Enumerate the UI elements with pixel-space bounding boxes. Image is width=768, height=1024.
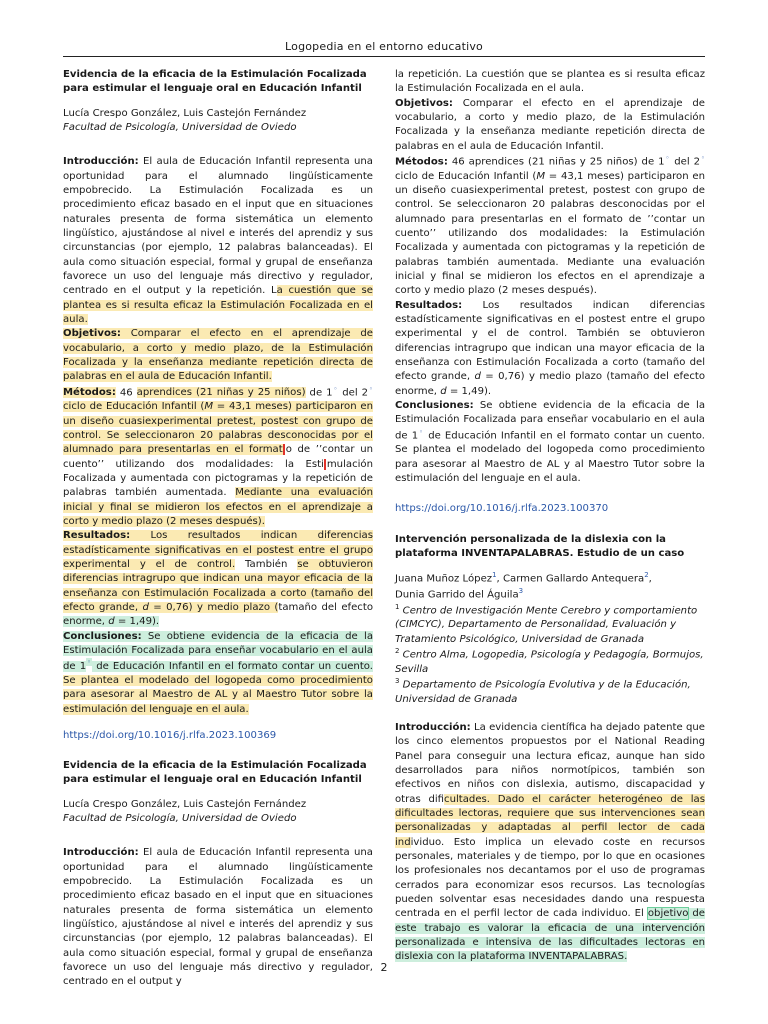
section-label: Resultados: (395, 299, 463, 311)
degree-sign: ◦ (664, 153, 671, 162)
section-label: Conclusiones: (63, 630, 142, 642)
abstract-results: Resultados: Los resultados indican diferencias estadísticamente significativas en el postest entre el grupo experimental y el de control. También se obtuvieron diferencias intragrupo que indican una mayor eficacia de la enseñanza con Estimulación Focalizada a corto (tamaño del efecto grande, d = 0,76) y medio plazo (tamaño del efecto enorme, d = 1,49). (63, 530, 374, 628)
article-authors: Juana Muñoz López$^1$, Carmen Gallardo Antequera$^2$, Dunia Garrido del Águila$^3$ (395, 571, 652, 601)
article-authors: Lucía Crespo González, Luis Castejón Fernández (63, 107, 307, 119)
abstract-conclusions: Conclusiones: Se obtiene evidencia de la eficacia de la Estimulación Focalizada para enseñar vocabulario en el aula de 1◦ de Educación Infantil en el formato contar un cuento. Se plantea el modelado del logopeda como procedimiento para asesorar al Maestro de AL y al Maestro Tutor sobre la estimulación del lenguaje en el aula. (395, 399, 705, 484)
highlight: Los resultados indican diferencias estadísticamente significativas en el postest entre el grupo experimental y el de control. (63, 530, 373, 570)
left-column (63, 68, 373, 990)
annotation-mark: mulación Focalizada y aumentada con pictogramas y la repetición de palabras también aumentada. (63, 458, 373, 499)
abstract-introduction: Introducción: La evidencia científica ha dejado patente que los cinco elementos propuestos por el National Reading Panel para conseguir una lectura eficaz, aunque han sido desarrollados para niños normotípicos, también son efectivos en niños con dislexia, autismo, discapacidad y otras dificultades. Dado el carácter heterogéneo de las dificultades lectoras, requiere que sus intervenciones sean personalizadas y adaptadas al perfil lector de cada individuo. Esto implica un elevado coste en recursos personales, materiales y de tiempo, por lo que en ocasiones los profesionales nos decantamos por el uso de programas cerrados para economizar esos recursos. Las tecnologías pueden solventar esas necesidades dando una respuesta centrada en el perfil lector de cada individuo. El objetivo de este trabajo es valorar la eficacia de una intervención personalizada e intensiva de las dificultades lectoras en dislexia con la plataforma INVENTAPALABRAS. (395, 721, 706, 963)
article-title: Intervención personalizada de la dislexia con la plataforma INVENTAPALABRAS. Estudio de un caso (395, 533, 685, 559)
section-label: Métodos: (395, 156, 448, 168)
article-authors: Lucía Crespo González, Luis Castejón Fernández (63, 798, 307, 810)
article-title: Evidencia de la eficacia de la Estimulación Focalizada para estimular el lenguaje oral en Educación Infantil (63, 69, 367, 95)
abstract-methods: Métodos: 46 aprendices (21 niñas y 25 niños) de 1◦ del 2◦ ciclo de Educación Infantil (M = 43,1 meses) participaron en un diseño cuasiexperimental pretest, postest con grupo de control. Se seleccionaron 20 palabras desconocidas por el alumnado para presentarlas en el formato de ’’contar un cuento’’ utilizando dos modalidades: la Estimulación Focalizada y aumentada con pictogramas y la repetición de palabras también aumentada. Mediante una evaluación inicial y final se midieron los efectos en el aprendizaje a corto y medio plazo (2 meses después). (395, 153, 705, 297)
article-title: Evidencia de la eficacia de la Estimulación Focalizada para estimular el lenguaje oral en Educación Infantil (63, 760, 367, 786)
abstract-objectives (63, 327, 373, 384)
highlight: de este trabajo es valorar la eficacia de una intervención personalizada e intensiva de las dificultades lectoras en dislexia con la plataforma INVENTAPALABRAS. (395, 908, 706, 963)
page-number: 2 (380, 961, 388, 974)
highlight: cultades. Dado el carácter heterogéneo de las dificultades lectoras, requiere que sus intervenciones sean personalizadas y adaptadas al perfil lector de cada ind (395, 793, 705, 848)
section-label: Resultados: (63, 530, 131, 542)
highlight: ciclo de Educación Infantil (M = 43,1 meses) participaron en un diseño cuasiexperimental pretest, postest con grupo de control. Se seleccionaron 20 palabras desconocidas por el alumnado para presentarlas en el format (63, 401, 373, 456)
degree-sign: ◦ (368, 384, 373, 393)
article-affiliation: Facultad de Psicología, Universidad de Oviedo (63, 813, 297, 825)
highlight: enorme, (63, 616, 109, 628)
highlight: Se obtiene evidencia de la eficacia de la Estimulación Focalizada para enseñar vocabulario en el aula de 1 (63, 630, 373, 672)
highlight: = 1,49). (114, 616, 160, 628)
highlight: Se plantea el modelado del logopeda como procedimiento para asesorar al Maestro de AL y al Maestro Tutor sobre la estimulación del lenguaje en el aula. (63, 674, 373, 715)
running-head: Logopedia en el entorno educativo (285, 40, 483, 53)
degree-sign: ◦ (418, 427, 425, 436)
affiliation-list (395, 603, 705, 707)
abstract-objectives: Objetivos: Comparar el efecto en el aprendizaje de vocabulario, a corto y medio plazo, de la Estimulación Focalizada y la enseñanza mediante repetición directa de palabras en el aula de Educación Infantil. (395, 97, 705, 152)
affiliation-item: $^3$ Departamento de Psicología Evolutiva y de la Educación, Universidad de Granada (395, 676, 691, 705)
highlight: se obtuvieron diferencias intragrupo que indican una mayor eficacia de la enseñanza con Estimulación Focalizada a corto (tamaño del efecto grande, (63, 558, 374, 613)
section-label: Introducción: (63, 156, 139, 168)
header-rule (63, 56, 705, 57)
doi-link[interactable]: https://doi.org/10.1016/j.rlfa.2023.100370 (395, 503, 609, 515)
highlight: objetivo (647, 908, 689, 920)
annotation-mark: o de ’’contar un cuento’’ utilizando dos modalidades: la Esti (63, 444, 374, 470)
highlight: de Educación Infantil en el formato contar un cuento. (92, 660, 373, 672)
highlight: Mediante una evaluación inicial y final se midieron los efectos en el aprendizaje a corto y medio plazo (2 meses después). (63, 487, 373, 527)
abstract-introduction-continued: la repetición. La cuestión que se plantea es si resulta eficaz la Estimulación Focalizada en el aula. (395, 69, 705, 95)
abstract-results: Resultados: Los resultados indican diferencias estadísticamente significativas en el postest entre el grupo experimental y el de control. También se obtuvieron diferencias intragrupo que indican una mayor eficacia de la enseñanza con Estimulación Focalizada a corto (tamaño del efecto grande, d = 0,76) y medio plazo (tamaño del efecto enorme, d = 1,49). (395, 299, 705, 397)
section-label: Métodos: (63, 386, 116, 398)
abstract-conclusions (63, 630, 373, 717)
abstract-introduction: Introducción: El aula de Educación Infantil representa una oportunidad para el alumnado lingüísticamente empobrecido. La Estimulación Focalizada es un procedimiento eficaz basado en el input que en situaciones naturales presenta de forma sistemática un elemento lingüístico, ajustándose al nivel e interés del aprendiz y sus circunstancias (por ejemplo, 12 palabras balanceadas). El aula como situación especial, formal y grupal de enseñanza favorece un uso del lenguaje más directivo y regulador, centrado en el output y la repetición. La cuestión que se plantea es si resulta eficaz la Estimulación Focalizada en el aula. (63, 156, 373, 325)
highlight: Comparar el efecto en el aprendizaje de vocabulario, a corto y medio plazo, de la Estimulación Focalizada y la enseñanza mediante repetición directa de palabras en el aula de Educación Infantil. (63, 328, 373, 383)
affiliation-item: $^2$ Centro Alma, Logopedia, Psicología y Pedagogía, Bormujos, Sevilla (395, 646, 704, 675)
affiliation-item: $^1$ Centro de Investigación Mente Cerebro y comportamiento (CIMCYC), Departamento de Personalidad, Evaluación y Tratamiento Psicológico, Universidad de Granada (395, 602, 698, 645)
degree-sign: ◦ (86, 658, 93, 667)
highlight: aprendices (21 niñas y 25 niños) (136, 386, 306, 398)
section-label: Introducción: (395, 721, 471, 733)
abstract-introduction: Introducción: El aula de Educación Infantil representa una oportunidad para el alumnado lingüísticamente empobrecido. La Estimulación Focalizada es un procedimiento eficaz basado en el input que en situaciones naturales presenta de forma sistemática un elemento lingüístico, ajustándose al nivel e interés del aprendiz y sus circunstancias (por ejemplo, 12 palabras balanceadas). El aula como situación especial, formal y grupal de enseñanza favorece un uso del lenguaje más directivo y regulador, centrado en el output y (63, 847, 373, 988)
highlight: = 0,76) y medio plazo ( (148, 601, 279, 613)
section-label: Introducción: (63, 847, 139, 859)
highlight: a cuestión que se plantea es si resulta eficaz la Estimulación Focalizada en el aula. (63, 285, 373, 325)
right-column (395, 68, 705, 965)
degree-sign: ◦ (700, 153, 705, 162)
degree-sign: ◦ (332, 384, 339, 393)
section-label: Objetivos: (395, 97, 453, 109)
article-affiliation: Facultad de Psicología, Universidad de Oviedo (63, 121, 297, 133)
abstract-methods: Métodos: 46 aprendices (21 niñas y 25 niños) de 1◦ del 2◦ ciclo de Educación Infantil (M = 43,1 meses) participaron en un diseño cuasiexperimental pretest, postest con grupo de control. Se seleccionaron 20 palabras desconocidas por el alumnado para presentarlas en el format o de ’’contar un cuento’’ utilizando dos modalidades: la Esti mulación Focalizada y aumentada con pictogramas y la repetición de palabras también aumentada. Mediante una evaluación inicial y final se midieron los efectos en el aprendizaje a corto y medio plazo (2 meses después). (63, 384, 374, 527)
section-label: Conclusiones: (395, 399, 474, 411)
section-label: Objetivos: (63, 328, 121, 340)
doi-link[interactable]: https://doi.org/10.1016/j.rlfa.2023.100369 (63, 729, 277, 741)
